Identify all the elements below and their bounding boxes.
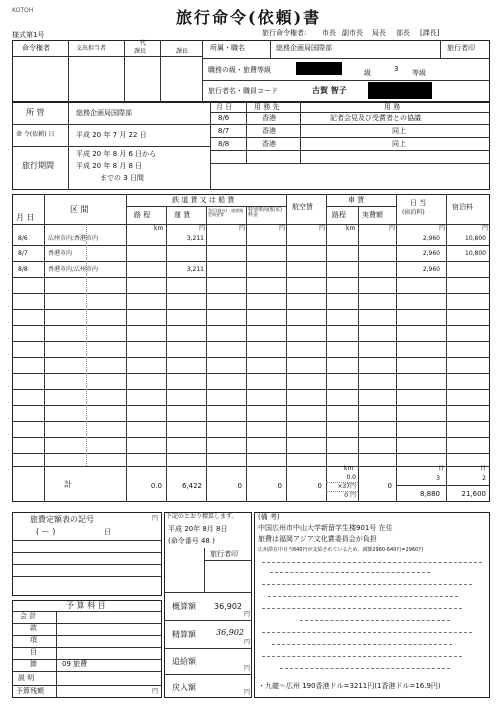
exp-total-days-label: 日 [438,465,445,472]
exp-unit-km: km [154,225,164,232]
exp-row-section: 広州市内;香港市内 [48,235,99,242]
budget-label: 予 算 科 目 [66,601,106,610]
dest-row-purpose: 同上 [392,140,406,148]
approver-vicemayor: 副市長 [342,29,363,37]
exp-header-route: 路 程 [134,211,151,219]
budget-kind: 09 旅費 [62,660,88,668]
exp-total-special: 0 [237,482,242,490]
exp-total-lodging: 21,600 [461,490,486,498]
exp-header-lodging: 宿泊料 [452,203,473,211]
exp-row-lodging: 10,800 [465,250,486,257]
affiliation-value: 総務企画局国際部 [76,109,132,117]
remarks-label: (備 考) [258,513,280,521]
amount-yen: 円 [244,611,251,618]
dest-row-place: 香港 [262,127,276,135]
dest-row-purpose: 同上 [392,127,406,135]
exp-total-days: 3 [436,475,440,482]
approver-manager: 部長 [396,29,410,37]
order-date-value: 平成 20 年 7 月 22 日 [76,131,147,139]
exp-unit-km: km [344,465,354,472]
amount-yen: 円 [244,689,251,696]
exp-header-special-car: 特別車両(船室)料金 [248,207,282,218]
exp-total-nights: 2 [482,475,486,482]
budget-row-account: 会 計 [20,612,37,620]
dest-header-date: 月 日 [216,103,233,111]
approver-director: 局長 [372,29,386,37]
commander-label: 命令権者 [22,44,50,52]
exp-header-car-actual: 実費額 [362,211,383,219]
form-code: KOTOH [12,7,34,14]
grade-toukyu: 等級 [412,69,426,77]
dept-value: 総務企画局国際部 [276,44,332,52]
exp-row-date: 8/6 [18,235,28,242]
exp-row-fare: 3,211 [186,235,204,242]
approver-section-chief: [課長] [420,29,440,37]
grade-num: 3 [394,65,399,73]
exp-unit-yen: 円 [389,225,396,232]
settlement-notice: 下記のとおり精算します。 [166,513,238,520]
deputy-label: 代 [140,40,147,47]
budget-row-kou: 項 [30,636,37,644]
exp-unit-yen: 円 [439,225,446,232]
exp-header-date: 月 日 [16,213,35,222]
grade-redaction [296,62,342,75]
grade-kyu: 級 [364,69,371,77]
approver-mayor: 市長 [322,29,336,37]
amount-estimate-label: 概算額 [172,602,196,611]
exp-row-section: 香港市内;広州市内 [48,266,99,273]
dest-header-place: 用 務 先 [254,103,280,111]
budget-row-moku: 目 [30,648,37,656]
exp-header-daily-sub: (宿泊料) [402,209,425,216]
exp-header-section: 区 間 [70,205,89,214]
exp-unit-yen: 円 [199,225,206,232]
traveler-name: 古賀 智子 [312,86,347,95]
seal-label: 旅行者印 [447,44,475,52]
grade-label: 職務の級・旅費等級 [208,66,271,74]
exp-row-daily: 2,960 [422,266,440,273]
amount-settled-value: 36,902 [216,628,244,637]
fixed-table-label: 旅費定額表の記号 [30,515,94,524]
approvers-label: 旅行命令権者: [262,29,307,37]
settlement-date: 平成 20年 8月 8日 [168,525,228,533]
amount-yen: 円 [244,639,251,646]
exp-row-lodging: 10,800 [465,235,486,242]
order-date-label: 命 令(依頼) 日 [16,131,55,138]
payer-label: 支出担当者 [76,45,107,52]
dept-label: 所属・職名 [210,44,245,52]
seal-role: 課長 [176,48,189,55]
period-line1: 平成 20 年 8 月 6 日から [76,150,157,158]
exp-unit-yen: 円 [279,225,286,232]
exp-total-route: 0.0 [150,482,162,490]
budget-row-setsu: 節 [30,660,37,668]
budget-yen: 円 [152,688,159,695]
exp-header-rail-group: 鉄 道 賃 又 は 船 賃 [172,196,235,204]
fixed-table-yen: 円 [152,515,159,522]
period-label: 旅行期間 [22,161,54,170]
traveler-code-redaction [368,82,432,99]
budget-row-kan: 款 [30,624,37,632]
exp-header-car-route: 路程 [332,211,346,219]
exp-total-fare: 6,422 [181,482,202,490]
page-title: 旅行命令(依頼)書 [176,8,322,27]
dest-row-place: 香港 [262,114,276,122]
exp-unit-yen: 円 [319,225,326,232]
exp-header-car-group: 車 賃 [348,196,365,204]
settlement-seal-label: 旅行者印 [210,550,238,558]
amount-settled-label: 精算額 [172,630,196,639]
traveler-label: 旅行者名・職員コード [208,87,278,95]
exp-row-fare: 3,211 [186,266,204,273]
period-line2: 平成 20 年 8 月 8 日 [76,162,143,170]
exp-unit-km: km [346,225,356,232]
exp-total-daily: 8,880 [419,490,440,498]
dest-row-purpose: 記者会見及び受賞者との協議 [330,114,421,122]
exp-total-label: 計 [64,480,72,489]
period-line3: までの 3 日間 [100,174,144,182]
amount-additional-label: 追給額 [172,657,196,666]
remarks-line: 中国広州市中山大学新留学生楼901号 在住 [258,524,393,532]
fixed-table-value: ( ー ) [36,527,56,536]
deputy-role: 課長 [134,48,147,55]
exp-unit-yen: 円 [239,225,246,232]
remarks-footer: ・九龍～広州 190香港ドル=3211円(1香港ドル=16.9円) [258,682,441,690]
exp-total-car-actual: 0 [387,482,392,490]
dest-row-place: 香港 [262,140,276,148]
affiliation-label: 所 管 [26,108,45,117]
fixed-table-day: 日 [104,528,111,536]
exp-header-air: 航空賃 [292,203,313,211]
remarks-line: 旅費は福岡アジア文化賞委員会が負担 [258,535,377,543]
exp-header-fare: 運 賃 [174,211,191,219]
exp-total-car-yen: 0 円 [344,492,356,499]
exp-header-special: 急行(寝台)・座席指定料金等 [208,208,244,217]
budget-row-desc: 説 明 [18,674,35,682]
dest-row-date: 8/6 [218,114,230,122]
exp-total-air: 0 [317,482,322,490]
dest-header-purpose: 用 務 [384,103,401,111]
exp-unit-yen: 円 [482,225,489,232]
settlement-number: (命令番号 48 ) [168,537,215,545]
exp-total-car-km: 0.0 [346,474,356,481]
budget-row-remaining: 予算残額 [16,687,44,695]
fixed-table-block [12,512,162,596]
exp-row-daily: 2,960 [422,235,440,242]
amount-yen: 円 [244,665,251,672]
remarks-line: 広州滞在中日当640円が支給されているため、減額2960-640円=2960円 [258,547,424,553]
exp-total-special-car: 0 [277,482,282,490]
dest-row-date: 8/8 [218,140,230,148]
exp-row-daily: 2,960 [422,250,440,257]
exp-row-date: 8/7 [18,250,28,257]
dest-row-date: 8/7 [218,127,230,135]
exp-row-section: 香港市内 [48,250,73,257]
exp-total-nights-label: 日 [480,465,487,472]
form-number: 様式第1号 [12,31,45,39]
amount-refund-label: 戻入額 [172,683,196,692]
exp-row-date: 8/8 [18,266,28,273]
exp-header-daily: 日 当 [410,199,427,207]
amount-estimate-value: 36,902 [214,602,242,611]
exp-total-car-times: ×37円 [337,483,356,490]
